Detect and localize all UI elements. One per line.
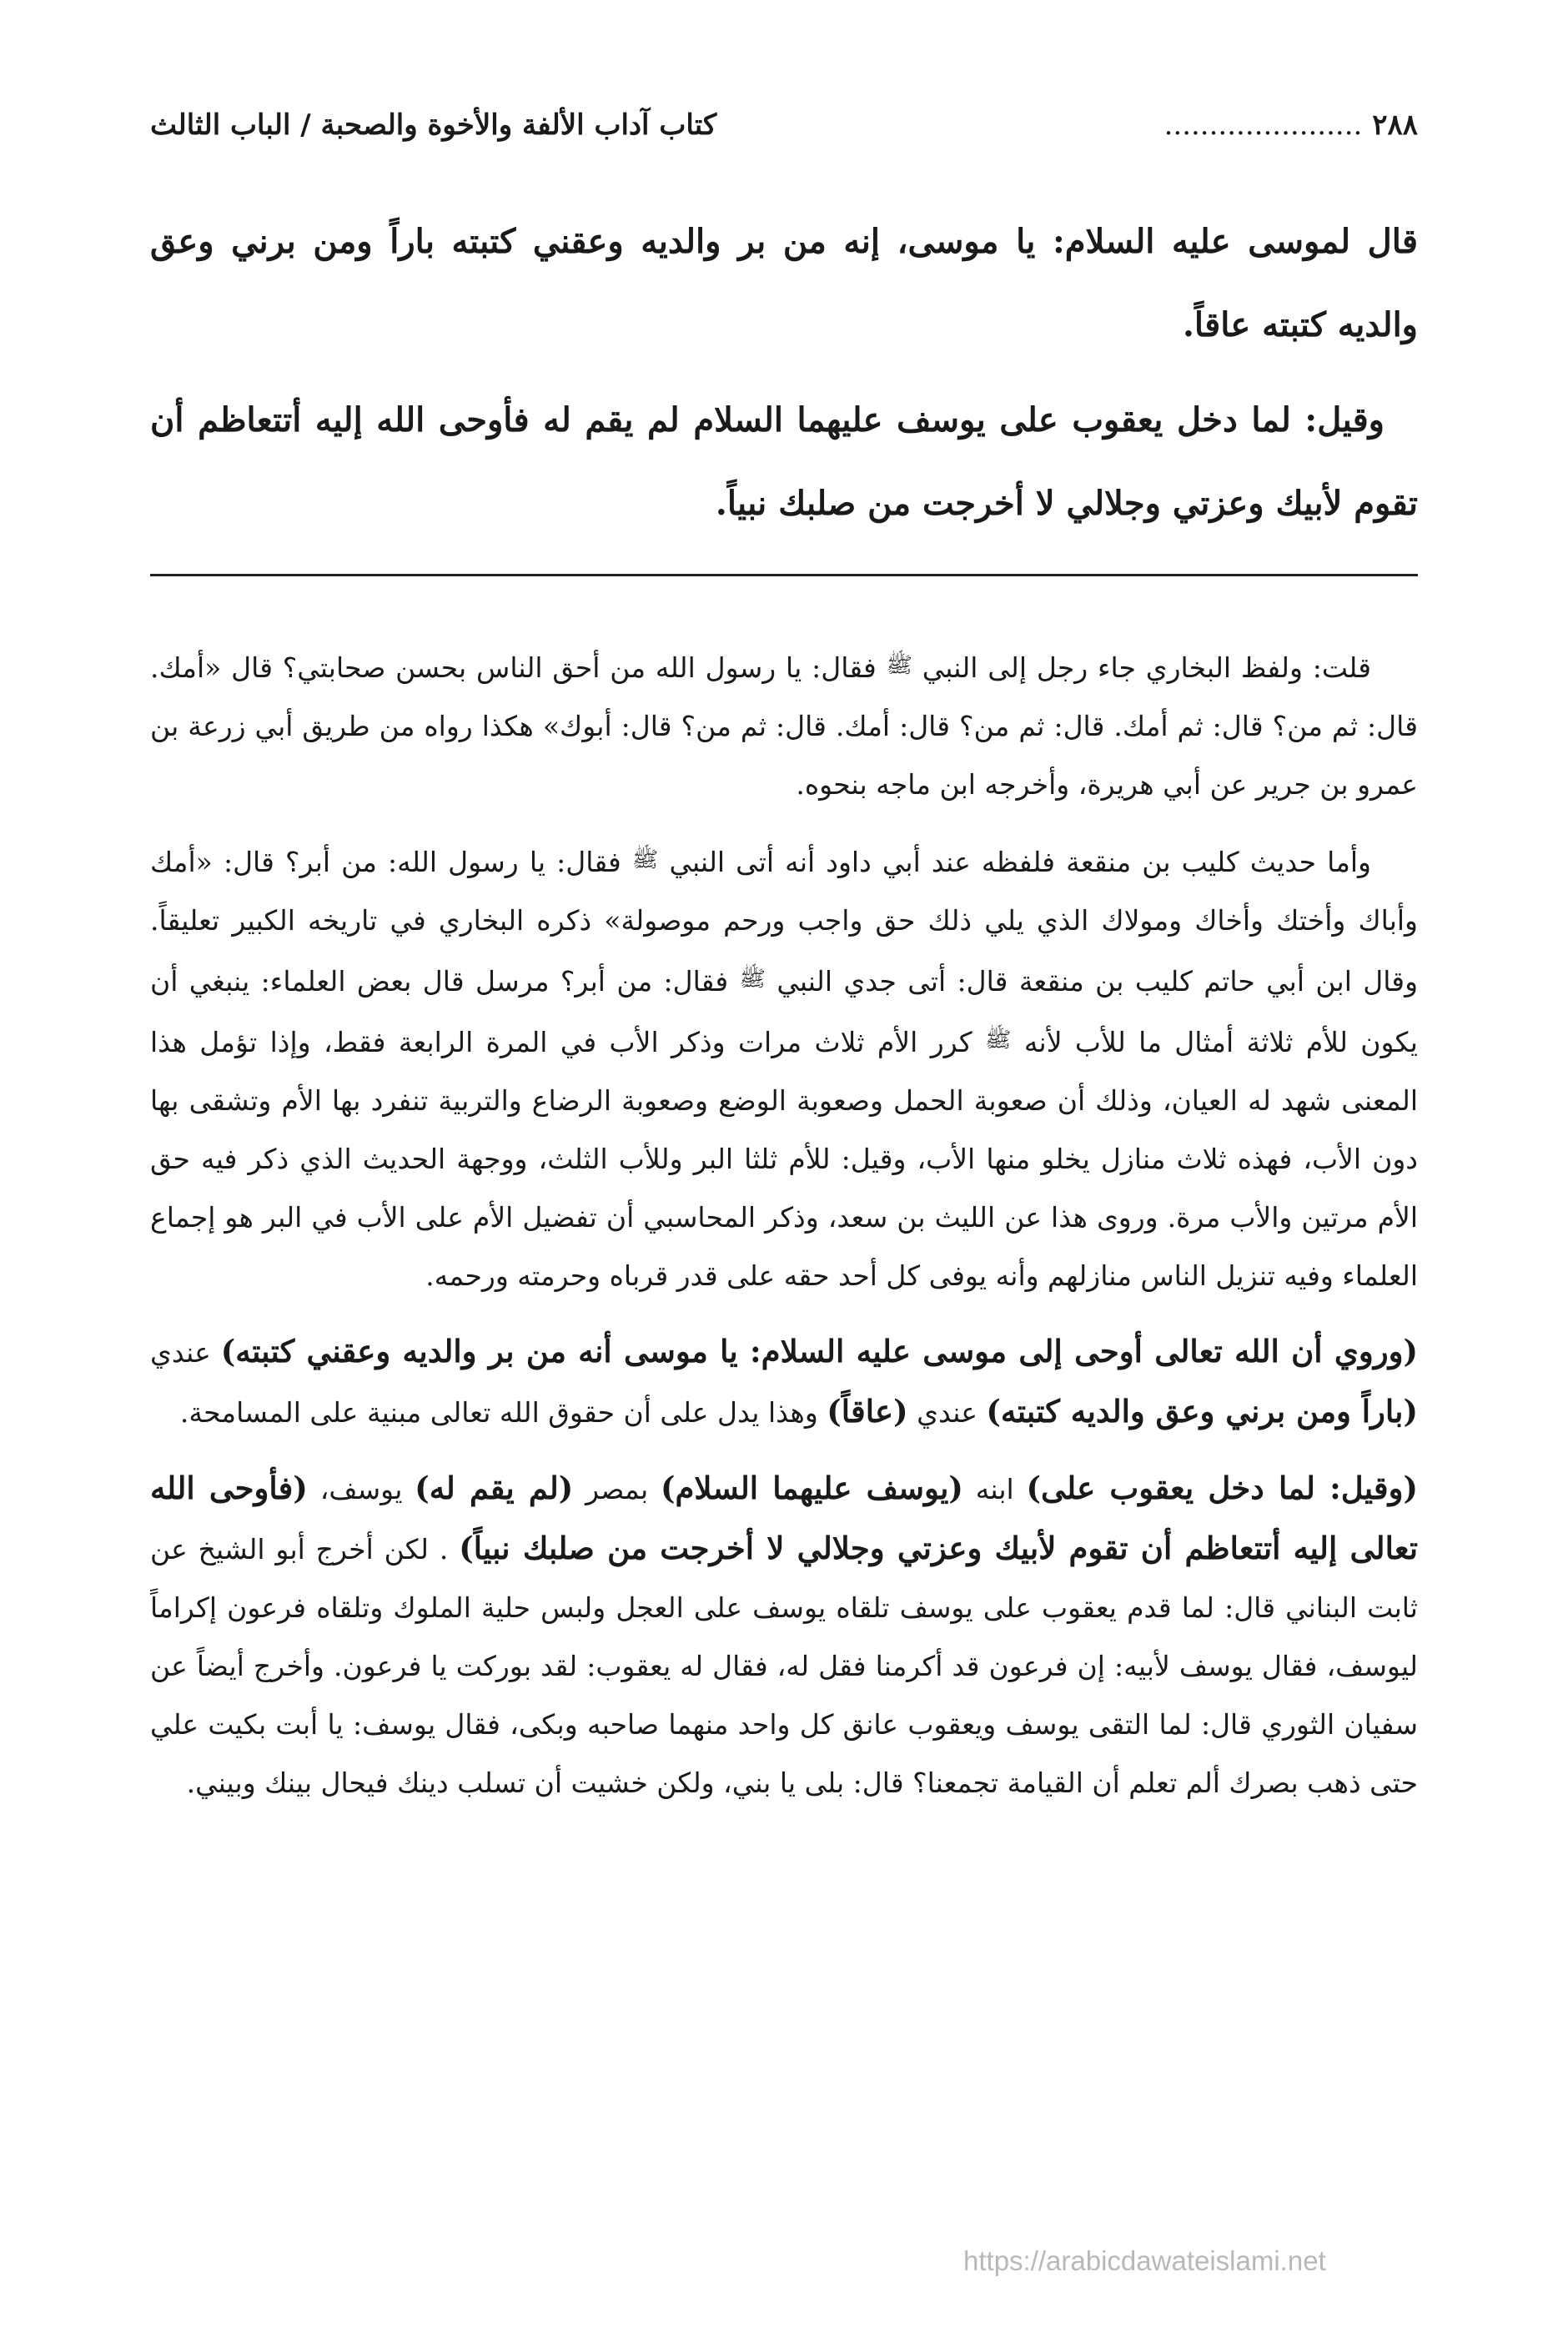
- chapter-title: كتاب آداب الألفة والأخوة والصحبة / الباب الثالث: [150, 108, 717, 142]
- commentary-text-run: عندي: [150, 1336, 211, 1369]
- commentary-text: [150, 636, 1418, 1812]
- commentary-text-run: فقال: يا رسول الله من أحق الناس بحسن صحابتي؟ قال «أمك. قال: ثم من؟ قال: ثم أمك. قال: ثم من؟ قال: أمك. قال: ثم من؟ قال: أبوك» هكذا رواه من طريق أبي زرعة بن عمرو بن جرير عن أبي هريرة، وأخرجه ابن ماجه بنحوه.: [150, 651, 1418, 801]
- page-number: ٢٨٨: [1372, 108, 1418, 142]
- commentary-text-run: عندي: [917, 1396, 977, 1429]
- main-text: [150, 200, 1418, 545]
- commentary-paragraph-4: [150, 1459, 1418, 1812]
- commentary-text-run: بمصر: [585, 1473, 649, 1505]
- source-watermark: https://arabicdawateislami.net: [963, 2245, 1326, 2276]
- main-paragraph-2: وقيل: لما دخل يعقوب على يوسف عليهما السلام لم يقم له فأوحى الله إليه أتتعاظم أن تقوم لأبيك وعزتي وجلالي لا أخرجت من صلبك نبياً.: [150, 400, 1418, 523]
- commentary-text-run: قلت: ولفظ البخاري جاء رجل إلى النبي: [922, 651, 1371, 684]
- commentary-text-run: كرر الأم ثلاث مرات وذكر الأب في المرة الرابعة فقط، وإذا تؤمل هذا المعنى شهد له العيان، وذلك أن صعوبة الحمل وصعوبة الوضع وصعوبة الرضاع والتربية تنفرد بها الأم وتشقى بها دون الأب، فهذه ثلاث منازل يخلو منها الأب، وقيل: للأم ثلثا البر وللأب الثلث، ووجهة الحديث الذي ذكر فيه حق الأم مرتين والأب مرة. وروى هذا عن الليث بن سعد، وذكر المحاسبي أن تفضيل الأم على الأب في البر هو إجماع العلماء وفيه تنزيل الناس منازلهم وأنه يوفى كل أحد حقه على قدر قرباه وحرمته ورحمه.: [150, 1026, 1418, 1292]
- salutation-glyph: ﷺ: [631, 847, 659, 872]
- commentary-text-run: وأما حديث كليب بن منقعة فلفظه عند أبي داود أنه أتى النبي: [669, 846, 1371, 878]
- commentary-paragraph-1: [150, 636, 1418, 814]
- quoted-matn: (عاقاً): [827, 1393, 908, 1430]
- quoted-matn: (يوسف عليهما السلام): [661, 1470, 963, 1506]
- header-title-group: [1164, 108, 1418, 142]
- commentary-text-run: . لكن أخرج أبو الشيخ عن ثابت البناني قال: لما قدم يعقوب على يوسف تلقاه يوسف على العجل ولبس حلية الملوك وتلقاه فرعون إكراماً ليوسف، فقال يوسف لأبيه: إن فرعون قد أكرمنا فقل له، فقال له يعقوب: لقد بوركت يا فرعون. وأخرج أيضاً عن سفيان الثوري قال: لما التقى يوسف ويعقوب عانق كل واحد منهما صاحبه وبكى، فقال يوسف: يا أبت بكيت علي حتى ذهب بصرك ألم تعلم أن القيامة تجمعنا؟ قال: بلى يا بني، ولكن خشيت أن تسلب دينك فيحال بينك وبيني.: [150, 1533, 1418, 1799]
- quoted-matn: (وروي أن الله تعالى أوحى إلى موسى عليه السلام: يا موسى أنه من بر والديه وعقني كتبته): [220, 1333, 1418, 1370]
- book-page: [150, 108, 1418, 1829]
- commentary-text-run: فقال: من أبر؟ مرسل قال بعض العلماء: ينبغي أن يكون للأم ثلاثة أمثال ما للأب لأنه: [150, 965, 1418, 1058]
- quoted-matn: (لم يقم له): [415, 1470, 574, 1506]
- commentary-paragraph-2: [150, 831, 1418, 1305]
- commentary-text-run: ابنه: [975, 1473, 1014, 1505]
- main-paragraph-1: قال لموسى عليه السلام: يا موسى، إنه من بر والديه وعقني كتبته باراً ومن برني وعق والديه كتبته عاقاً.: [150, 222, 1418, 344]
- quoted-matn: (باراً ومن برني وعق والديه كتبته): [986, 1393, 1418, 1430]
- commentary-text-run: وهذا يدل على أن حقوق الله تعالى مبنية على المسامحة.: [179, 1396, 818, 1429]
- commentary-text-run: يوسف،: [319, 1473, 403, 1505]
- salutation-glyph: ﷺ: [739, 967, 766, 992]
- salutation-glyph: ﷺ: [984, 1028, 1012, 1053]
- running-header: [150, 108, 1418, 162]
- footnote-separator-line: [150, 574, 1418, 576]
- commentary-text-run: فقال: يا رسول الله: من أبر؟ قال: «أمك وأباك وأختك وأخاك ومولاك الذي يلي ذلك حق واجب ورحم موصولة» ذكره البخاري في تاريخه الكبير تعليقاً. وقال ابن أبي حاتم كليب بن منقعة قال: أتى جدي النبي: [150, 846, 1419, 998]
- quoted-matn: (وقيل: لما دخل يعقوب على): [1026, 1470, 1418, 1506]
- header-leader-dots: ......................: [1163, 108, 1363, 142]
- salutation-glyph: ﷺ: [886, 653, 912, 678]
- commentary-paragraph-3: [150, 1322, 1418, 1442]
- quoted-matn: (فأوحى الله تعالى إليه أتتعاظم أن تقوم لأبيك وعزتي وجلالي لا أخرجت من صلبك نبياً): [150, 1470, 1418, 1566]
